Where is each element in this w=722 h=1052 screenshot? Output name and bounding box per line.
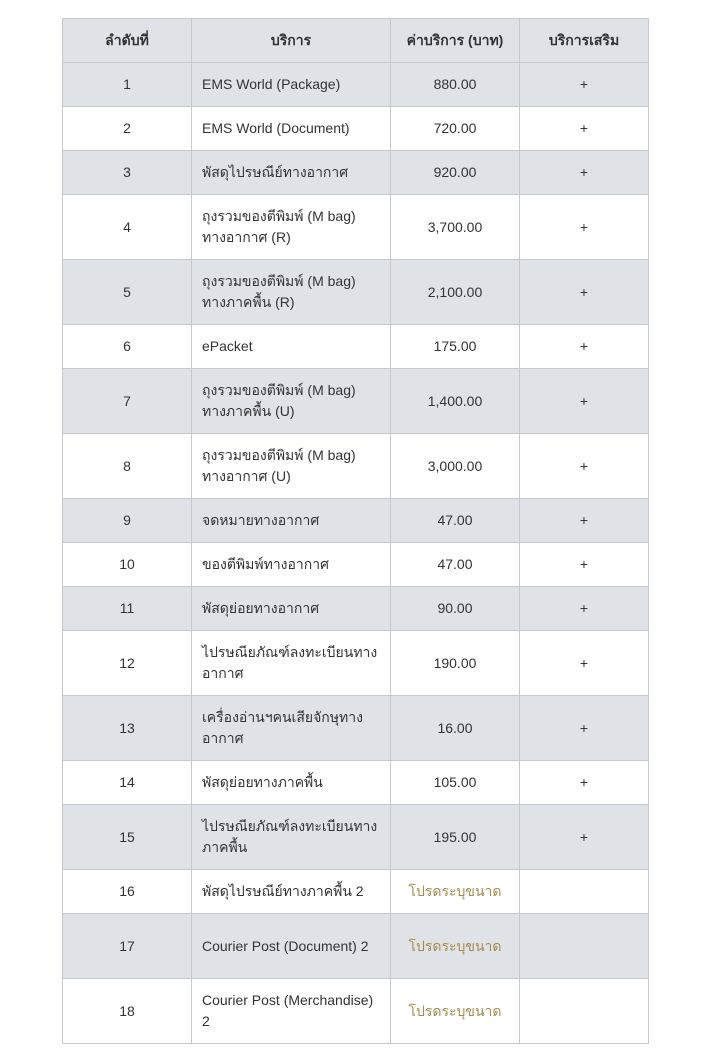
table-row <box>63 260 649 325</box>
service-price: 1,400.00 <box>391 369 520 434</box>
add-extra-service-button[interactable]: + <box>579 654 589 671</box>
service-price: 190.00 <box>391 631 520 696</box>
add-extra-service-button[interactable]: + <box>579 218 589 235</box>
table-body <box>63 63 649 1044</box>
header-price: ค่าบริการ (บาท) <box>391 19 520 63</box>
service-price: 920.00 <box>391 151 520 195</box>
extra-service-cell <box>520 870 649 914</box>
add-extra-service-button[interactable]: + <box>579 338 589 354</box>
extra-service-cell <box>520 587 649 631</box>
table-row <box>63 369 649 434</box>
add-extra-service-button[interactable]: + <box>579 600 589 616</box>
service-name: EMS World (Document) <box>192 107 391 151</box>
header-row <box>63 19 649 63</box>
service-price: 195.00 <box>391 805 520 870</box>
service-price: 47.00 <box>391 499 520 543</box>
extra-service-cell <box>520 369 649 434</box>
table-row <box>63 325 649 369</box>
table-row <box>63 195 649 260</box>
table-row <box>63 761 649 805</box>
service-name: ไปรษณียภัณฑ์ลงทะเบียนทาง อากาศ <box>192 631 391 696</box>
service-price-cell <box>391 870 520 914</box>
table-row <box>63 979 649 1044</box>
row-number: 14 <box>63 761 192 805</box>
extra-service-cell <box>520 499 649 543</box>
extra-service-cell <box>520 107 649 151</box>
extra-service-cell <box>520 63 649 107</box>
add-extra-service-button[interactable]: + <box>579 392 589 409</box>
service-name: ถุงรวมของตีพิมพ์ (M bag) ทางภาคพื้น (U) <box>192 369 391 434</box>
extra-service-cell <box>520 151 649 195</box>
service-price: 47.00 <box>391 543 520 587</box>
table-row <box>63 805 649 870</box>
service-price: 3,000.00 <box>391 434 520 499</box>
service-name: พัสดุไปรษณีย์ทางภาคพื้น 2 <box>192 870 391 914</box>
service-name: ไปรษณียภัณฑ์ลงทะเบียนทาง ภาคพื้น <box>192 805 391 870</box>
service-name: ePacket <box>192 325 391 369</box>
add-extra-service-button[interactable]: + <box>579 164 589 180</box>
service-price: 3,700.00 <box>391 195 520 260</box>
extra-service-cell <box>520 979 649 1044</box>
service-name: ถุงรวมของตีพิมพ์ (M bag) ทางอากาศ (U) <box>192 434 391 499</box>
specify-size-link[interactable]: โปรดระบุขนาด <box>408 883 502 899</box>
service-name: ถุงรวมของตีพิมพ์ (M bag) ทางภาคพื้น (R) <box>192 260 391 325</box>
add-extra-service-button[interactable]: + <box>579 457 589 474</box>
service-name: EMS World (Package) <box>192 63 391 107</box>
row-number: 11 <box>63 587 192 631</box>
table-row <box>63 870 649 914</box>
row-number: 5 <box>63 260 192 325</box>
extra-service-cell <box>520 805 649 870</box>
add-extra-service-button[interactable]: + <box>579 828 589 845</box>
add-extra-service-button[interactable]: + <box>579 774 589 790</box>
service-price-cell <box>391 914 520 979</box>
service-price: 16.00 <box>391 696 520 761</box>
table-row <box>63 107 649 151</box>
add-extra-service-button[interactable]: + <box>579 120 589 136</box>
table-header <box>63 19 649 63</box>
add-extra-service-button[interactable]: + <box>579 76 589 92</box>
table-row <box>63 914 649 979</box>
row-number: 3 <box>63 151 192 195</box>
header-extra: บริการเสริม <box>520 19 649 63</box>
row-number: 12 <box>63 631 192 696</box>
row-number: 13 <box>63 696 192 761</box>
header-service: บริการ <box>192 19 391 63</box>
row-number: 18 <box>63 979 192 1044</box>
extra-service-cell <box>520 434 649 499</box>
service-price-cell <box>391 979 520 1044</box>
service-price: 175.00 <box>391 325 520 369</box>
row-number: 4 <box>63 195 192 260</box>
service-name: ถุงรวมของตีพิมพ์ (M bag) ทางอากาศ (R) <box>192 195 391 260</box>
extra-service-cell <box>520 260 649 325</box>
specify-size-link[interactable]: โปรดระบุขนาด <box>408 937 502 954</box>
service-name: Courier Post (Document) 2 <box>192 914 391 979</box>
add-extra-service-button[interactable]: + <box>579 512 589 528</box>
table-row <box>63 63 649 107</box>
row-number: 1 <box>63 63 192 107</box>
table-row <box>63 631 649 696</box>
service-price: 90.00 <box>391 587 520 631</box>
extra-service-cell <box>520 325 649 369</box>
extra-service-cell <box>520 761 649 805</box>
service-price: 720.00 <box>391 107 520 151</box>
row-number: 10 <box>63 543 192 587</box>
service-name: ของตีพิมพ์ทางอากาศ <box>192 543 391 587</box>
service-price: 880.00 <box>391 63 520 107</box>
table-row <box>63 696 649 761</box>
add-extra-service-button[interactable]: + <box>579 719 589 736</box>
row-number: 6 <box>63 325 192 369</box>
table-row <box>63 543 649 587</box>
add-extra-service-button[interactable]: + <box>579 283 589 300</box>
service-rate-table <box>62 18 649 1044</box>
extra-service-cell <box>520 631 649 696</box>
specify-size-link[interactable]: โปรดระบุขนาด <box>408 1002 502 1019</box>
table-row <box>63 151 649 195</box>
service-price: 2,100.00 <box>391 260 520 325</box>
row-number: 7 <box>63 369 192 434</box>
extra-service-cell <box>520 543 649 587</box>
row-number: 8 <box>63 434 192 499</box>
row-number: 9 <box>63 499 192 543</box>
header-no: ลำดับที่ <box>63 19 192 63</box>
table-row <box>63 499 649 543</box>
row-number: 16 <box>63 870 192 914</box>
service-name: พัสดุไปรษณีย์ทางอากาศ <box>192 151 391 195</box>
row-number: 15 <box>63 805 192 870</box>
extra-service-cell <box>520 195 649 260</box>
service-name: Courier Post (Merchandise) 2 <box>192 979 391 1044</box>
service-name: พัสดุย่อยทางอากาศ <box>192 587 391 631</box>
row-number: 17 <box>63 914 192 979</box>
service-name: จดหมายทางอากาศ <box>192 499 391 543</box>
service-price: 105.00 <box>391 761 520 805</box>
service-name: พัสดุย่อยทางภาคพื้น <box>192 761 391 805</box>
extra-service-cell <box>520 696 649 761</box>
table-row <box>63 434 649 499</box>
row-number: 2 <box>63 107 192 151</box>
service-name: เครื่องอ่านฯคนเสียจักษุทาง อากาศ <box>192 696 391 761</box>
extra-service-cell <box>520 914 649 979</box>
add-extra-service-button[interactable]: + <box>579 556 589 572</box>
table-row <box>63 587 649 631</box>
